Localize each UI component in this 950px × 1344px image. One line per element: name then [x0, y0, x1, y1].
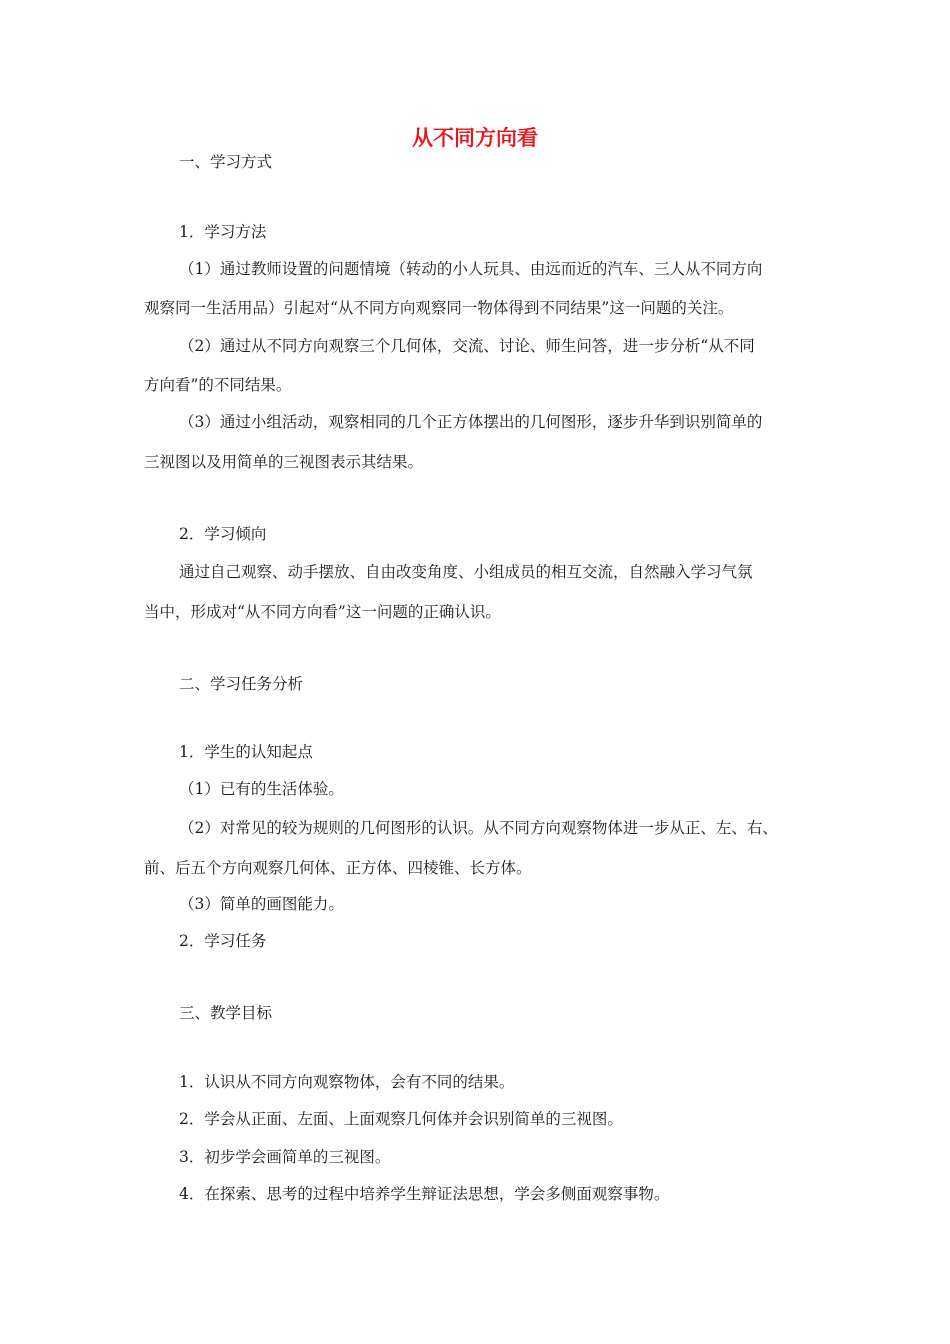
paragraph-line: （3）通过小组活动，观察相同的几个正方体摆出的几何图形，逐步升华到识别简单的	[179, 413, 763, 431]
paragraph-line: （1）通过教师设置的问题情境（转动的小人玩具、由远而近的汽车、三人从不同方向	[179, 260, 763, 278]
paragraph-line: 三视图以及用简单的三视图表示其结果。	[144, 453, 424, 471]
goal-item: 3．初步学会画简单的三视图。	[179, 1148, 391, 1166]
section-heading-teaching-goals: 三、教学目标	[179, 1004, 273, 1022]
subsection-title-learning-tendency: 2．学习倾向	[179, 525, 267, 543]
paragraph-line: （2）对常见的较为规则的几何图形的认识。从不同方向观察物体进一步从正、左、右、	[179, 819, 778, 837]
paragraph-line: 当中，形成对“从不同方向看”这一问题的正确认识。	[144, 603, 501, 621]
subsection-title-learning-method: 1．学习方法	[179, 223, 267, 241]
page-title: 从不同方向看	[412, 126, 538, 150]
subsection-title-learning-task: 2．学习任务	[179, 932, 267, 950]
subsection-title-cognitive-starting-point: 1．学生的认知起点	[179, 743, 313, 761]
section-heading-learning-mode: 一、学习方式	[179, 153, 273, 171]
section-heading-task-analysis: 二、学习任务分析	[179, 675, 304, 693]
list-item: （3）简单的画图能力。	[179, 895, 344, 913]
paragraph-line: 观察同一生活用品）引起对“从不同方向观察同一物体得到不同结果”这一问题的关注。	[144, 299, 734, 317]
paragraph-line: （2）通过从不同方向观察三个几何体，交流、讨论、师生问答，进一步分析“从不同	[179, 337, 755, 355]
paragraph-line: 前、后五个方向观察几何体、正方体、四棱锥、长方体。	[144, 859, 532, 877]
list-item: （1）已有的生活体验。	[179, 780, 344, 798]
goal-item: 4．在探索、思考的过程中培养学生辩证法思想，学会多侧面观察事物。	[179, 1185, 670, 1203]
paragraph-line: 方向看”的不同结果。	[144, 376, 292, 394]
paragraph-line: 通过自己观察、动手摆放、自由改变角度、小组成员的相互交流，自然融入学习气氛	[179, 563, 753, 581]
goal-item: 1．认识从不同方向观察物体，会有不同的结果。	[179, 1073, 515, 1091]
goal-item: 2．学会从正面、左面、上面观察几何体并会识别简单的三视图。	[179, 1110, 623, 1128]
